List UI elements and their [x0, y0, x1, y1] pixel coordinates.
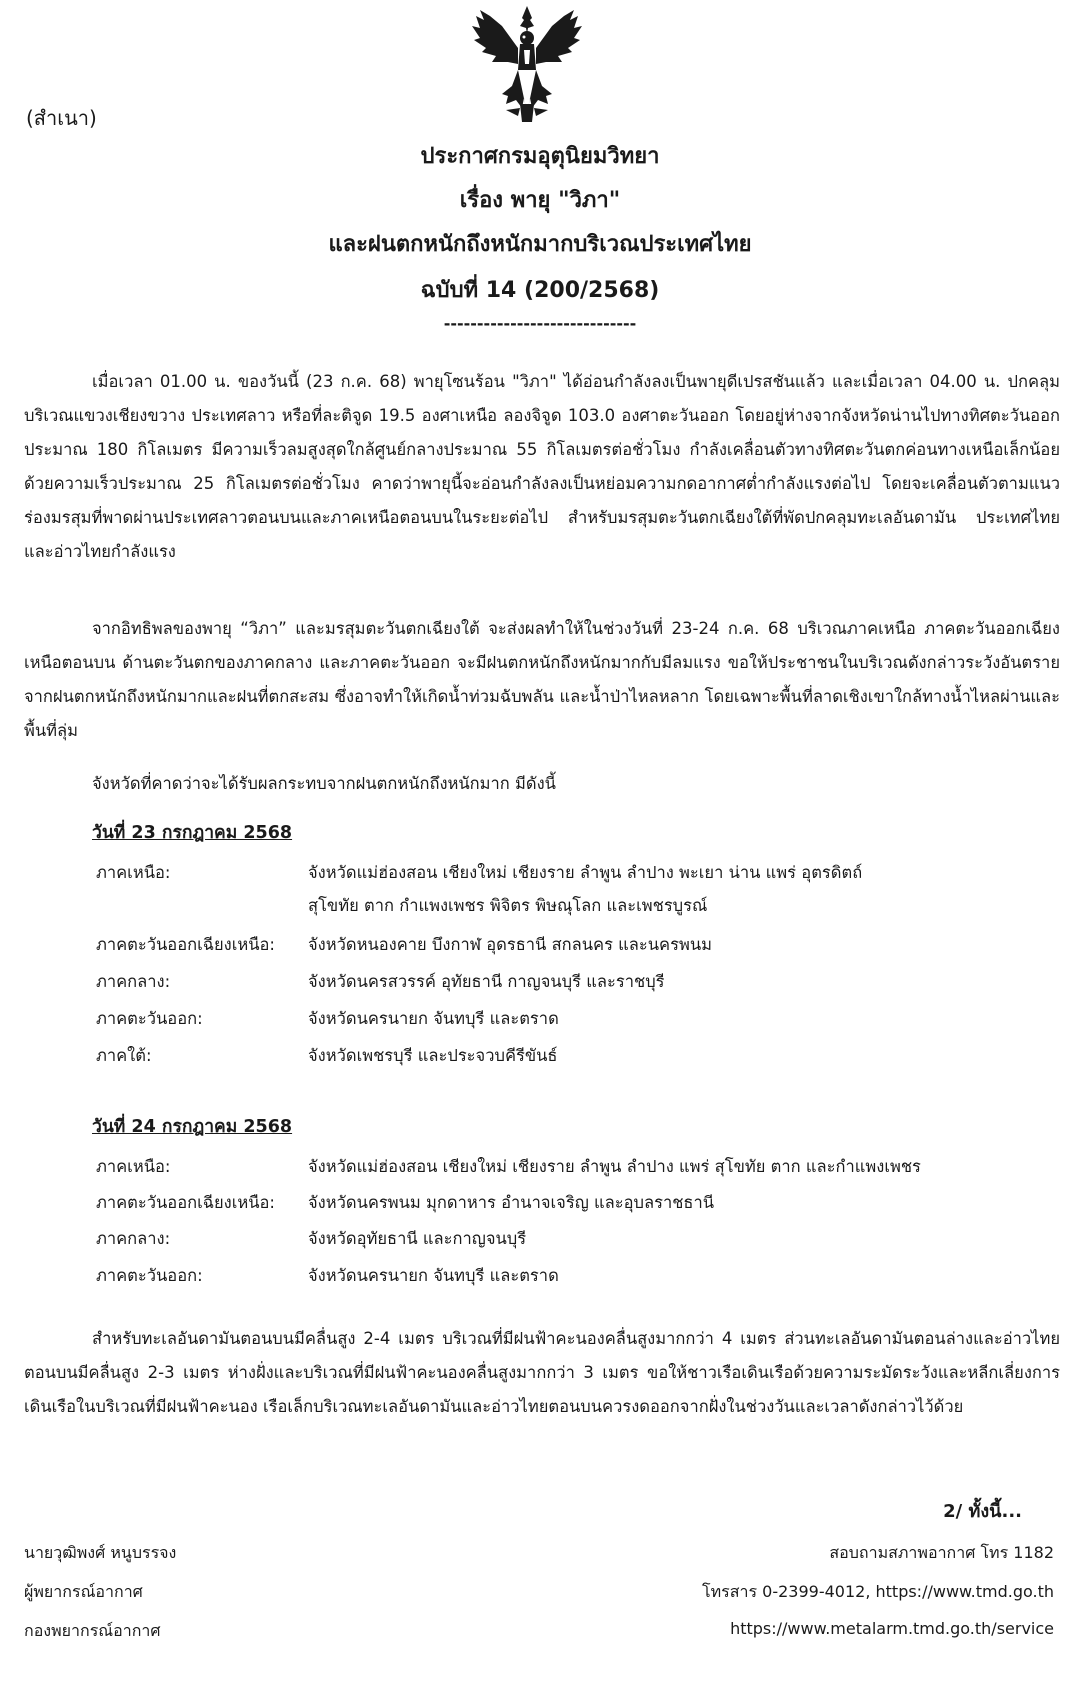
- announcement-subject: เรื่อง พายุ "วิภา": [459, 188, 621, 213]
- day1-heading: วันที่ 23 กรกฎาคม 2568: [92, 823, 293, 843]
- region-provinces: จังหวัดนครพนม มุกดาหาร อำนาจเจริญ และอุบลราชธานี: [308, 1193, 715, 1212]
- announcement-number: ฉบับที่ 14 (200/2568): [420, 278, 660, 303]
- day1-region-central: [96, 965, 1056, 998]
- region-name: ภาคกลาง:: [96, 1229, 171, 1248]
- impact-warning-text: จากอิทธิพลของพายุ “วิภา” และมรสุมตะวันตกเฉียงใต้ จะส่งผลทำให้ในช่วงวันที่ 23-24 ก.ค. 68 บริเวณภาคเหนือ ภาคตะวันออกเฉียงเหนือตอนบน ด้านตะวันตกของภาคกลาง และภาคตะวันออก จะมีฝนตกหนักถึงหนักมากกับมีลมแรง ขอให้ประชาชนในบริเวณดังกล่าวระวังอันตรายจากฝนตกหนักถึงหนักมากและฝนที่ตกสะสม ซึ่งอาจทำให้เกิดน้ำท่วมฉับพลัน และน้ำป่าไหลหลาก โดยเฉพาะพื้นที่ลาดเชิงเขาใกล้ทางน้ำไหลผ่านและพื้นที่ลุ่ม: [24, 619, 1060, 740]
- day2-region-northeast: [96, 1186, 1056, 1219]
- region-provinces-line1: จังหวัดแม่ฮ่องสอน เชียงใหม่ เชียงราย ลำพูน ลำปาง พะเยา น่าน แพร่ อุตรดิตถ์: [308, 863, 863, 882]
- signer-division: กองพยากรณ์อากาศ: [24, 1621, 161, 1640]
- region-provinces: จังหวัดเพชรบุรี และประจวบคีรีขันธ์: [308, 1046, 558, 1065]
- storm-status-paragraph: [24, 365, 1060, 569]
- day1-region-north: [96, 856, 1056, 922]
- day2-region-north: [96, 1150, 1056, 1183]
- contact-service-link[interactable]: https://www.metalarm.tmd.go.th/service: [730, 1619, 1054, 1638]
- region-name: ภาคกลาง:: [96, 972, 171, 991]
- region-name: ภาคตะวันออก:: [96, 1009, 203, 1028]
- region-provinces: จังหวัดหนองคาย บึงกาฬ อุดรธานี สกลนคร และนครพนม: [308, 935, 712, 954]
- day2-region-central: [96, 1222, 1056, 1255]
- day2-region-east: [96, 1259, 1056, 1292]
- day2-heading: วันที่ 24 กรกฎาคม 2568: [92, 1117, 293, 1137]
- signer-name: นายวุฒิพงศ์ หนูบรรจง: [24, 1543, 177, 1562]
- region-name: ภาคตะวันออก:: [96, 1266, 203, 1285]
- region-name: ภาคตะวันออกเฉียงเหนือ:: [96, 935, 275, 954]
- contact-phone: สอบถามสภาพอากาศ โทร 1182: [829, 1543, 1054, 1562]
- contact-fax-website: โทรสาร 0-2399-4012, https://www.tmd.go.th: [702, 1582, 1054, 1601]
- region-provinces-line2: สุโขทัย ตาก กำแพงเพชร พิจิตร พิษณุโลก และเพชรบูรณ์: [308, 896, 708, 915]
- region-provinces: จังหวัดนครนายก จันทบุรี และตราด: [308, 1009, 559, 1028]
- region-name: ภาคเหนือ:: [96, 1157, 171, 1176]
- region-provinces: จังหวัดนครนายก จันทบุรี และตราด: [308, 1266, 559, 1285]
- affected-provinces-intro: จังหวัดที่คาดว่าจะได้รับผลกระทบจากฝนตกหนักถึงหนักมาก มีดังนี้: [92, 774, 556, 793]
- copy-mark: (สำเนา): [26, 106, 97, 130]
- announcement-subject-2: และฝนตกหนักถึงหนักมากบริเวณประเทศไทย: [328, 232, 752, 257]
- announcement-title: ประกาศกรมอุตุนิยมวิทยา: [420, 144, 660, 169]
- next-page-marker: 2/ ทั้งนี้...: [943, 1501, 1022, 1522]
- day1-region-south: [96, 1039, 1056, 1072]
- region-provinces: จังหวัดแม่ฮ่องสอน เชียงใหม่ เชียงราย ลำพูน ลำปาง แพร่ สุโขทัย ตาก และกำแพงเพชร: [308, 1157, 921, 1176]
- region-provinces: จังหวัดอุทัยธานี และกาญจนบุรี: [308, 1229, 527, 1248]
- region-name: ภาคใต้:: [96, 1046, 152, 1065]
- region-name: ภาคตะวันออกเฉียงเหนือ:: [96, 1193, 275, 1212]
- region-provinces: จังหวัดนครสวรรค์ อุทัยธานี กาญจนบุรี และราชบุรี: [308, 972, 665, 991]
- day1-region-northeast: [96, 928, 1056, 961]
- title-separator: -----------------------------: [443, 314, 637, 333]
- region-name: ภาคเหนือ:: [96, 863, 171, 882]
- signer-title: ผู้พยากรณ์อากาศ: [24, 1582, 143, 1601]
- storm-status-text: เมื่อเวลา 01.00 น. ของวันนี้ (23 ก.ค. 68) พายุโซนร้อน "วิภา" ได้อ่อนกำลังลงเป็นพายุดีเปรสชันแล้ว และเมื่อเวลา 04.00 น. ปกคลุมบริเวณแขวงเชียงขวาง ประเทศลาว หรือที่ละติจูด 19.5 องศาเหนือ ลองจิจูด 103.0 องศาตะวันออก โดยอยู่ห่างจากจังหวัดน่านไปทางทิศตะวันออก ประมาณ 180 กิโลเมตร มีความเร็วลมสูงสุดใกล้ศูนย์กลางประมาณ 55 กิโลเมตรต่อชั่วโมง กำลังเคลื่อนตัวทางทิศตะวันตกค่อนทางเหนือเล็กน้อย ด้วยความเร็วประมาณ 25 กิโลเมตรต่อชั่วโมง คาดว่าพายุนี้จะอ่อนกำลังลงเป็นหย่อมความกดอากาศต่ำกำลังแรงต่อไป โดยจะเคลื่อนตัวตามแนวร่องมรสุมที่พาดผ่านประเทศลาวตอนบนและภาคเหนือตอนบนในระยะต่อไป สำหรับมรสุมตะวันตกเฉียงใต้ที่พัดปกคลุมทะเลอันดามัน ประเทศไทย และอ่าวไทยกำลังแรง: [24, 372, 1060, 561]
- marine-warning-text: สำหรับทะเลอันดามันตอนบนมีคลื่นสูง 2-4 เมตร บริเวณที่มีฝนฟ้าคะนองคลื่นสูงมากกว่า 4 เมตร ส่วนทะเลอันดามันตอนล่างและอ่าวไทยตอนบนมีคลื่นสูง 2-3 เมตร ห่างฝั่งและบริเวณที่มีฝนฟ้าคะนองคลื่นสูงมากกว่า 3 เมตร ขอให้ชาวเรือเดินเรือด้วยความระมัดระวังและหลีกเลี่ยงการเดินเรือในบริเวณที่มีฝนฟ้าคะนอง เรือเล็กบริเวณทะเลอันดามันและอ่าวไทยตอนบนควรงดออกจากฝั่งในช่วงวันและเวลาดังกล่าวไว้ด้วย: [24, 1329, 1060, 1416]
- impact-warning-paragraph: [24, 612, 1060, 748]
- region-provinces: [308, 856, 1056, 922]
- garuda-emblem: [462, 4, 592, 126]
- marine-warning-paragraph: [24, 1322, 1060, 1424]
- day1-region-east: [96, 1002, 1056, 1035]
